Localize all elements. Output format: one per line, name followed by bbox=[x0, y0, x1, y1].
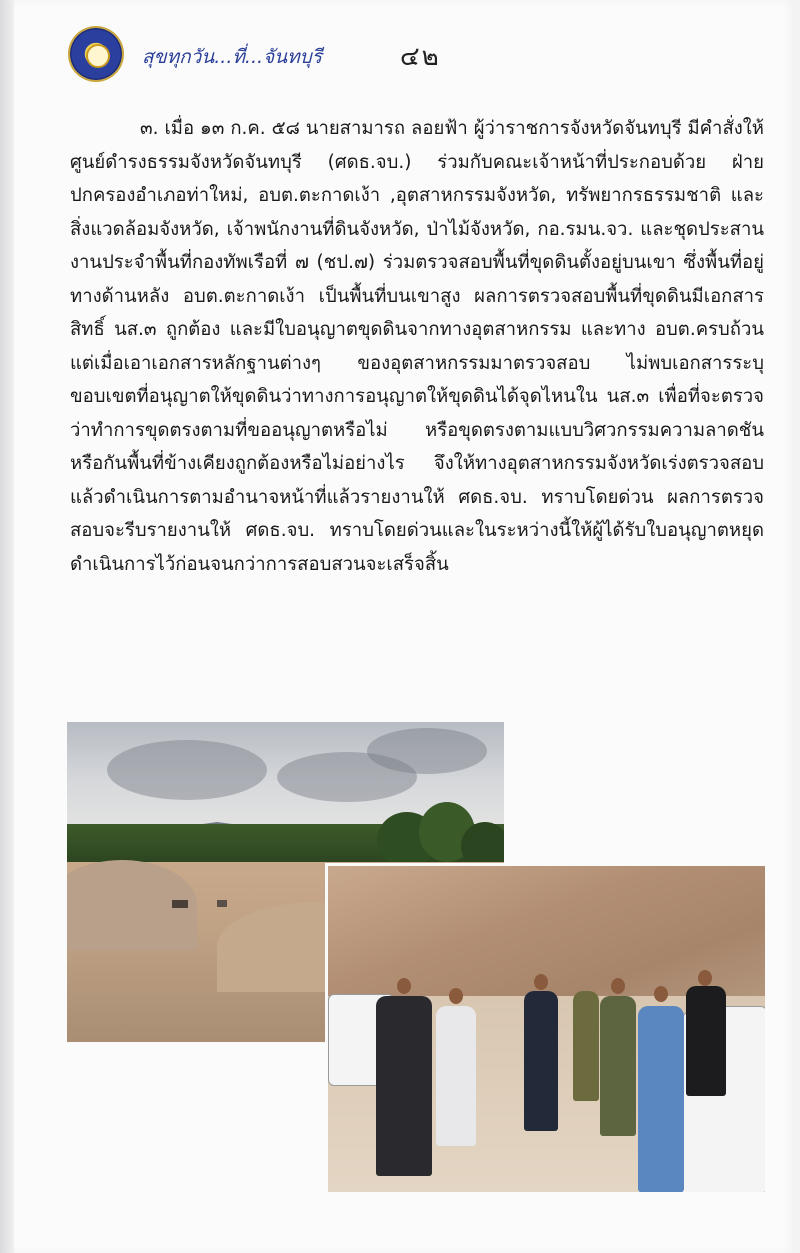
person-white-shirt bbox=[436, 1006, 476, 1146]
cloud bbox=[107, 740, 267, 800]
soldier-camo bbox=[573, 991, 599, 1101]
truck-distant bbox=[217, 900, 227, 907]
person-blue-shirt bbox=[638, 1006, 684, 1192]
emblem-center bbox=[86, 44, 110, 68]
officer-vest bbox=[376, 996, 432, 1176]
emblem-logo-icon bbox=[70, 28, 122, 80]
cloud bbox=[367, 728, 487, 774]
person-dark-shirt bbox=[524, 991, 558, 1131]
person-head bbox=[654, 986, 668, 1002]
page-header bbox=[70, 28, 670, 84]
book-spine-shadow bbox=[0, 0, 14, 1253]
officer-head bbox=[397, 978, 411, 994]
excavator bbox=[172, 900, 188, 908]
person-head bbox=[449, 988, 463, 1004]
inspection-photo bbox=[328, 866, 765, 1192]
person-head bbox=[698, 970, 712, 986]
running-title: สุขทุกวัน...ที่...จันทบุรี bbox=[142, 46, 322, 68]
page-number: ๔๒ bbox=[400, 42, 441, 72]
person-head bbox=[611, 978, 625, 994]
body-paragraph: ๓. เมื่อ ๑๓ ก.ค. ๕๘ นายสามารถ ลอยฟ้า ผู้ว่าราชการจังหวัดจันทบุรี มีคำสั่งให้ศูนย์ดำรงธรรมจังหวัดจันทบุรี (ศดธ.จบ.) ร่วมกับคณะเจ้าหน้าที่ประกอบด้วย ฝ่ายปกครองอำเภอท่าใหม่, อบต.ตะกาดเง้า ,อุตสาหกรรมจังหวัด, ทรัพยากรธรรมชาติ และสิ่งแวดล้อมจังหวัด, เจ้าพนักงานที่ดินจังหวัด, ป่าไม้จังหวัด, กอ.รมน.จว. และชุดประสานงานประจำพื้นที่กองทัพเรือที่ ๗ (ชป.๗) ร่วมตรวจสอบพื้นที่ขุดดินตั้งอยู่บนเขา ซึ่งพื้นที่อยู่ทางด้านหลัง อบต.ตะกาดเง้า เป็นพื้นที่บนเขาสูง ผลการตรวจสอบพื้นที่ขุดดินมีเอกสารสิทธิ์ นส.๓ ถูกต้อง และมีใบอนุญาตขุดดินจากทางอุตสาหกรรม และทาง อบต.ครบถ้วน แต่เมื่อเอาเอกสารหลักฐานต่างๆ ของอุตสาหกรรมมาตรวจสอบ ไม่พบเอกสารระบุขอบเขตที่อนุญาตให้ขุดดินว่าทางการอนุญาตให้ขุดดินได้จุดไหนใน นส.๓ เพื่อที่จะตรวจว่าทำการขุดตรงตามที่ขออนุญาตหรือไม่ หรือขุดตรงตามแบบวิศวกรรมความลาดชันหรือกันพื้นที่ข้างเคียงถูกต้องหรือไม่อย่างไร จึงให้ทางอุตสาหกรรมจังหวัดเร่งตรวจสอบแล้วดำเนินการตามอำนาจหน้าที่แล้วรายงานให้ ศดธ.จบ. ทราบโดยด่วน ผลการตรวจสอบจะรีบรายงานให้ ศดธ.จบ. ทราบโดยด่วนและในระหว่างนี้ให้ผู้ได้รับใบอนุญาตหยุดดำเนินการไว้ก่อนจนกว่าการสอบสวนจะเสร็จสิ้น bbox=[70, 118, 764, 575]
soldier-camo bbox=[600, 996, 636, 1136]
person-head bbox=[534, 974, 548, 990]
person-black-shirt bbox=[686, 986, 726, 1096]
